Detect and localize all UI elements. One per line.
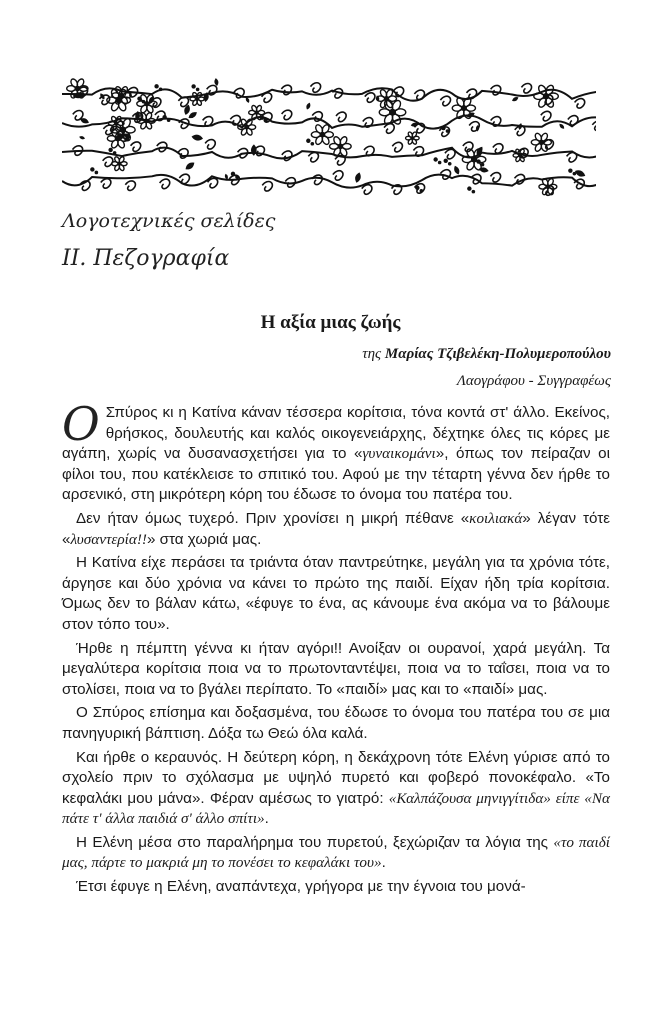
- p2-c: » στα χωριά μας.: [146, 530, 262, 548]
- p7-b: .: [381, 854, 386, 872]
- paragraph-6: [62, 748, 610, 830]
- byline-prefix: της: [362, 346, 385, 362]
- p2-b: » λέγαν τότε «: [62, 509, 610, 548]
- paragraph-1: [62, 397, 610, 506]
- p2-italic-2: λυσαντερία!!: [70, 530, 147, 548]
- section-subtitle: II. Πεζογραφία: [62, 246, 230, 271]
- p7-italic: «το παιδί μας, πάρτε το μακριά μη το πονέσει το κεφαλάκι του»: [62, 833, 610, 872]
- author-role: Λαογράφου - Συγγραφέως: [456, 373, 611, 389]
- p6-italic: «Καλπάζουσα μηνιγγίτιδα» είπε «Να πάτε τ' άλλα παιδιά σ' άλλο σπίτι»: [62, 789, 610, 828]
- p2-italic-1: κοιλιακά: [469, 509, 523, 527]
- p1-text: Σπύρος κι η Κατίνα κάναν τέσσερα κορίτσια, τόνα κοντά στ' άλλο. Εκείνος, θρήσκος, δουλευτής και καλός οικογενειάρχης, δέχτηκε όλες τις κόρες με αγάπη, χωρίς να δυσανασχετήσει για το «: [62, 404, 610, 463]
- paragraph-5: Ο Σπύρος επίσημα και δοξασμένα, του έδωσε το όνομα του πατέρα του σε μια πανηγυρική βάπτιση. Δόξα τω Θεώ όλα καλά.: [62, 704, 610, 742]
- paragraph-3: Η Κατίνα είχε περάσει τα τριάντα όταν παντρεύτηκε, μεγάλη για τα χρόνια τότε, άργησε και δύο χρόνια να κάνει το πρώτο της παιδί. Είχαν ήδη τρία κορίτσια. Όμως δεν το βάλαν κάτω, «έφυγε το ένα, ας κάνουμε ένα ακόμα να το βάλουμε στον τόπο του».: [62, 554, 610, 633]
- paragraph-7: [62, 833, 610, 874]
- paragraph-4: Ήρθε η πέμπτη γέννα κι ήταν αγόρι!! Ανοίξαν οι ουρανοί, χαρά μεγάλη. Τα μεγαλύτερα κορίτσια ποια να το πρωτονταντέψει, ποια να το ταΐσει, ποια να το στολίσει, ποια να το βγάλει περίπατο. Το «παιδί» μας και το «παιδί» μας.: [62, 639, 610, 698]
- p6-a: Και ήρθε ο κεραυνός. Η δεύτερη κόρη, η δεκάχρονη τότε Ελένη γύρισε από το σχολείο πριν το σχόλασμα με υψηλό πυρετό και φοβερό πονοκέφαλο. «Το κεφαλάκι μου μάνα». Φέραν αμέσως το γιατρό:: [62, 748, 610, 807]
- p2-a: Δεν ήταν όμως τυχερό. Πριν χρονίσει η μικρή πέθανε «: [76, 509, 470, 527]
- paragraph-8: Έτσι έφυγε η Ελένη, αναπάντεχα, γρήγορα με την έγνοια του μονά-: [76, 878, 526, 896]
- floral-ornament-banner: [62, 78, 596, 200]
- article-title: Η αξία μιας ζωής: [260, 312, 401, 333]
- drop-cap: Ο: [62, 397, 100, 451]
- paragraph-2: [62, 509, 610, 550]
- section-label: Λογοτεχνικές σελίδες: [62, 210, 276, 232]
- p1-end: », όπως τον πείραζαν οι φίλοι του, που κατέκλεισε το σπιτικό του. Αφού με την τέταρτη γέννα δεν ήρθε το αρσενικό, στη μικρότερη κόρη του έδωσε το όνομα του πατέρα του.: [62, 445, 610, 504]
- byline: [362, 346, 611, 363]
- author-name: Μαρίας Τζιβελέκη-Πολυμεροπούλου: [384, 346, 611, 362]
- article-body: [62, 397, 610, 901]
- p6-b: .: [264, 810, 269, 828]
- p7-a: Η Ελένη μέσα στο παραλήρημα του πυρετού, ξεχώριζαν τα λόγια της: [76, 833, 554, 851]
- p1-italic: γυναικομάνι: [362, 445, 436, 463]
